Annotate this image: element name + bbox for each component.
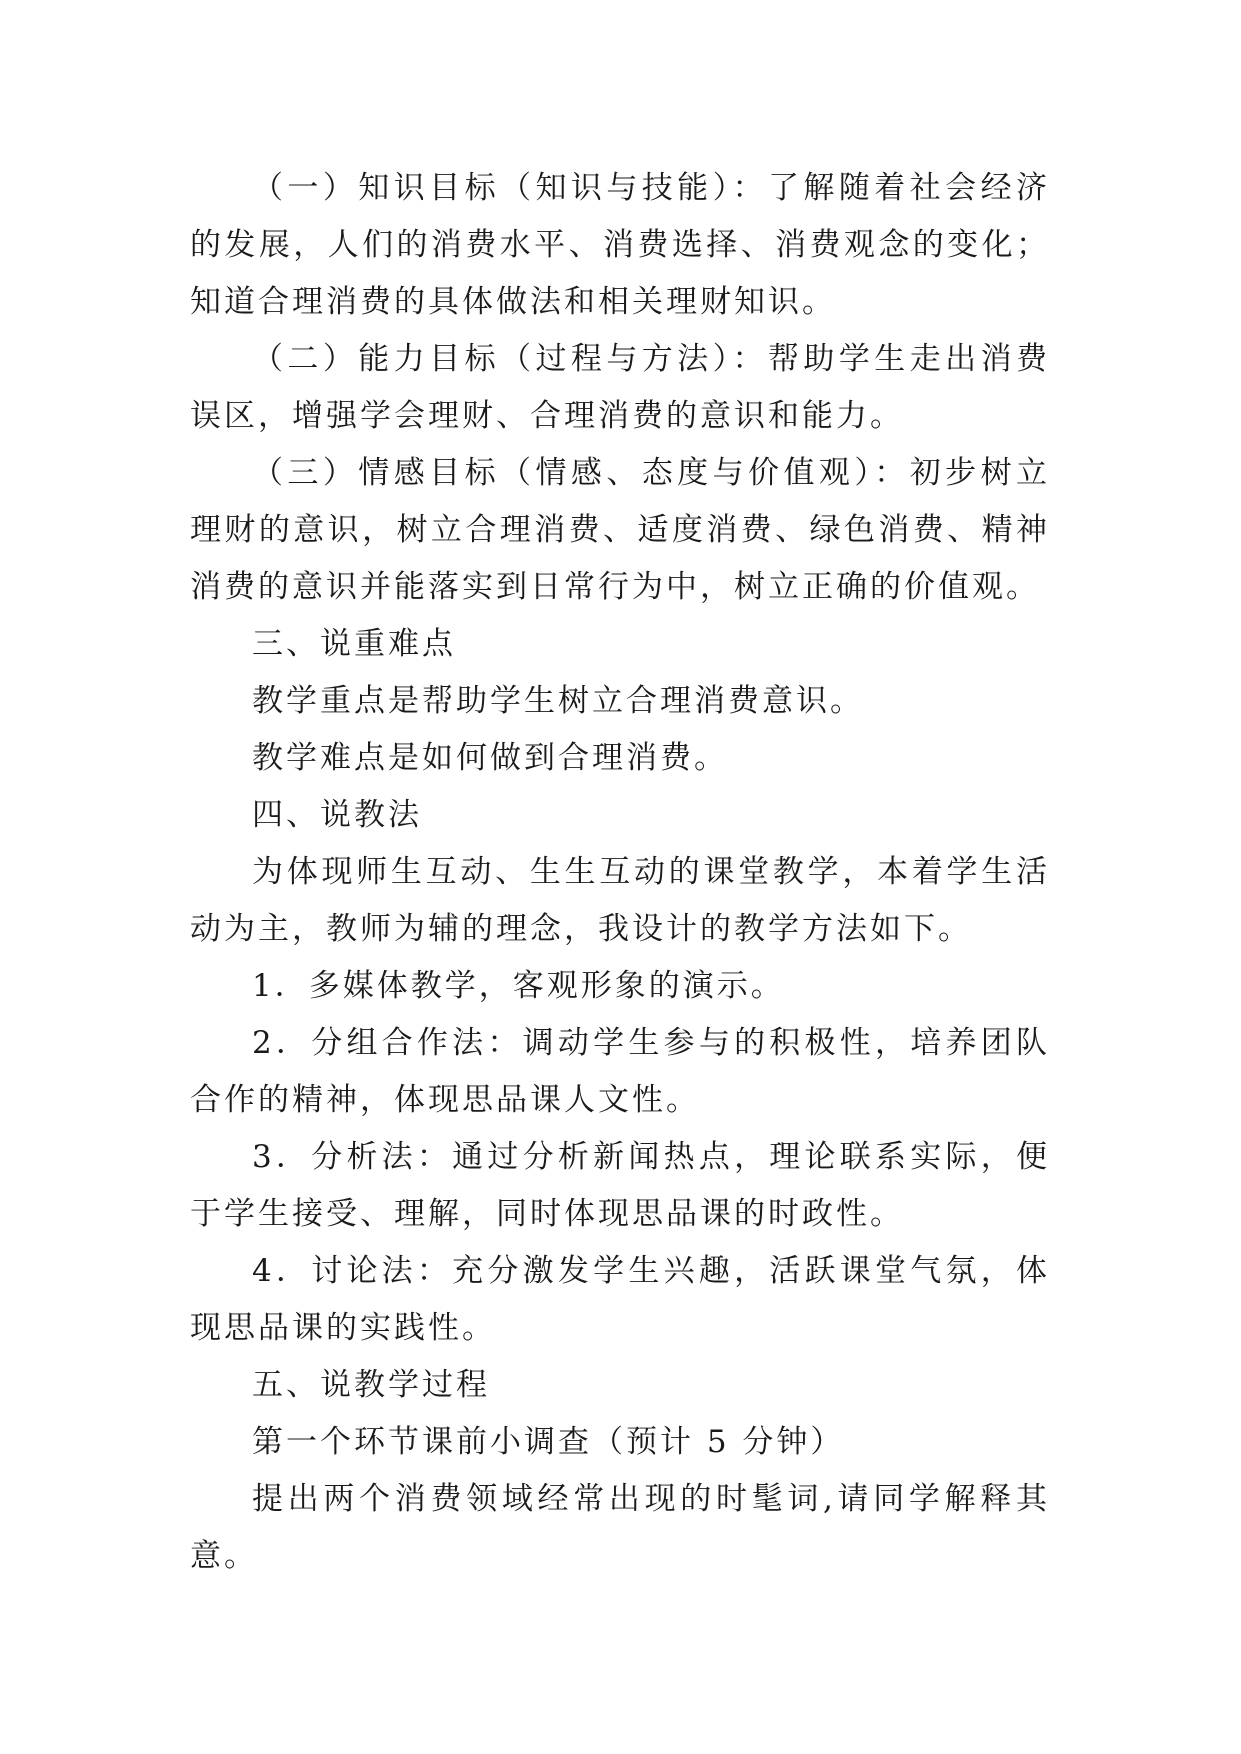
section-heading-teaching-methods: 四、说教法 <box>252 797 422 833</box>
section-heading-key-points: 三、说重难点 <box>252 626 456 662</box>
list-item-method-3: 3．分析法：通过分析新闻热点，理论联系实际，便于学生接受、理解，同时体现思品课的时政性。 <box>190 1139 1050 1232</box>
list-item-method-1: 1．多媒体教学，客观形象的演示。 <box>252 968 785 1004</box>
document-body <box>190 160 1050 1585</box>
list-item-method-4: 4．讨论法：充分激发学生兴趣，活跃课堂气氛，体现思品课的实践性。 <box>190 1253 1050 1346</box>
paragraph-ability-goal: （二）能力目标（过程与方法）：帮助学生走出消费误区，增强学会理财、合理消费的意识和能力。 <box>190 341 1050 434</box>
paragraph-emotion-goal: （三）情感目标（情感、态度与价值观）：初步树立理财的意识，树立合理消费、适度消费、绿色消费、精神消费的意识并能落实到日常行为中，树立正确的价值观。 <box>190 455 1050 605</box>
section-heading-teaching-process: 五、说教学过程 <box>252 1367 490 1403</box>
paragraph-knowledge-goal: （一）知识目标（知识与技能）：了解随着社会经济的发展，人们的消费水平、消费选择、消费观念的变化；知道合理消费的具体做法和相关理财知识。 <box>190 170 1050 320</box>
paragraph-teaching-difficulty: 教学难点是如何做到合理消费。 <box>252 740 728 776</box>
paragraph-teaching-focus: 教学重点是帮助学生树立合理消费意识。 <box>252 683 864 719</box>
paragraph-step-one: 第一个环节课前小调查（预计 5 分钟） <box>252 1424 845 1460</box>
paragraph-step-one-detail: 提出两个消费领域经常出现的时髦词,请同学解释其意。 <box>190 1481 1050 1574</box>
list-item-method-2: 2．分组合作法：调动学生参与的积极性，培养团队合作的精神，体现思品课人文性。 <box>190 1025 1050 1118</box>
paragraph-methods-intro: 为体现师生互动、生生互动的课堂教学，本着学生活动为主，教师为辅的理念，我设计的教学方法如下。 <box>190 854 1050 947</box>
